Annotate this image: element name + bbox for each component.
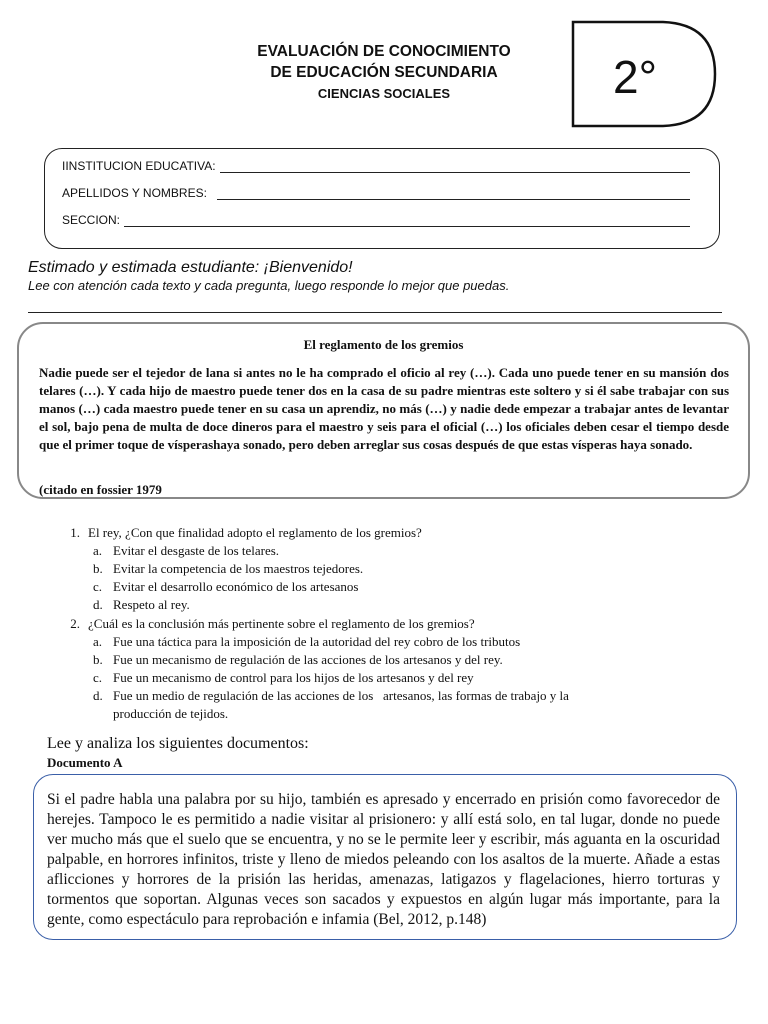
q1-option-d[interactable] — [93, 597, 190, 613]
option-letter: b. — [93, 561, 103, 576]
reading-citation: (citado en fossier 1979 — [39, 482, 162, 497]
q1-option-c[interactable] — [93, 579, 358, 595]
question-text: El rey, ¿Con que finalidad adopto el reglamento de los gremios? — [88, 525, 422, 540]
section-field[interactable] — [62, 213, 690, 227]
option-letter: b. — [93, 652, 103, 667]
q2-option-d-continued: producción de tejidos. — [113, 706, 229, 721]
institution-label: IINSTITUCION EDUCATIVA: — [62, 159, 216, 173]
names-label: APELLIDOS Y NOMBRES: — [62, 186, 207, 200]
q2-option-b[interactable] — [93, 652, 503, 668]
institution-blank-line[interactable] — [220, 162, 690, 173]
option-text: Evitar el desarrollo económico de los artesanos — [113, 579, 359, 594]
option-letter: a. — [93, 543, 103, 558]
section-label: SECCION: — [62, 213, 121, 227]
greeting-instruction: Lee con atención cada texto y cada pregunta, luego responde lo mejor que puedas. — [28, 278, 510, 293]
question-1 — [62, 525, 422, 541]
document-a-label: Documento A — [47, 755, 123, 770]
option-text: Respeto al rey. — [113, 597, 190, 612]
option-text: Fue un mecanismo de regulación de las acciones de los artesanos y del rey. — [113, 652, 503, 667]
section-blank-line[interactable] — [124, 216, 690, 227]
names-field[interactable] — [62, 186, 690, 200]
exam-title-line1: EVALUACIÓN DE CONOCIMIENTO — [257, 43, 511, 60]
q1-option-b[interactable] — [93, 561, 363, 577]
option-letter: d. — [93, 688, 103, 703]
option-letter: c. — [93, 579, 103, 594]
institution-field[interactable] — [62, 159, 690, 173]
subject-title: CIENCIAS SOCIALES — [317, 86, 451, 101]
option-text: Evitar la competencia de los maestros tejedores. — [113, 561, 364, 576]
option-letter: c. — [93, 670, 103, 685]
grade-label: 2° — [613, 51, 657, 103]
question-2 — [62, 616, 475, 632]
greeting-title: Estimado y estimada estudiante: ¡Bienvenido! — [28, 259, 353, 276]
reading-body: Nadie puede ser el tejedor de lana si antes no le ha comprado el oficio al rey (…). Cada uno puede tener en su mansión dos telares (…). Y cada hijo de maestro puede tener dos en la casa de su padre mientras este soltero y si él sabe trabajar con sus manos (…) cada maestro puede tener en su casa un aprendiz, no más (…) y nadie dede empezar a trabajar antes de levantar el sol, bajo pena de multa de doce dineros para el maestro y seis para el oficial (…) los oficiales deben cesar el tiempo desde que el primer toque de vísperashaya sonado, pero deben arreglar sus cosas después de que estas vísperas haya sonado. — [39, 365, 729, 452]
option-text: Fue un medio de regulación de las acciones de los artesanos, las formas de trabajo y la — [113, 688, 569, 703]
names-blank-line[interactable] — [217, 189, 690, 200]
option-letter: a. — [93, 634, 103, 649]
document-a-text: Si el padre habla una palabra por su hijo, también es apresado y encerrado en prisión como favorecedor de herejes. Tampoco le es permitido a nadie visitar al prisionero: y allí está solo, en tal lugar, donde no puede ver mucho más que el suelo que se encuentra, y no se le permite leer y escribir, más aguanta en la oscuridad palpable, en horrores infinitos, triste y lleno de miedos peleando con los asaltos de la muerte. Añade a estas aflicciones y horrores de la prisión las heridas, amenazas, latigazos y flagelaciones, hierro torturas y tormentos que soportan. Algunas veces son sacados y expuestos en algún lugar más importante, para la gente, como espectáculo para reprobación e infamia (Bel, 2012, p.148) — [47, 791, 720, 928]
option-letter: d. — [93, 597, 103, 612]
exam-title-line2: DE EDUCACIÓN SECUNDARIA — [270, 64, 498, 81]
question-text: ¿Cuál es la conclusión más pertinente sobre el reglamento de los gremios? — [88, 616, 475, 631]
option-text: Fue un mecanismo de control para los hijos de los artesanos y del rey — [113, 670, 474, 685]
question-number: 1. — [70, 525, 80, 540]
q2-option-d[interactable] — [93, 688, 569, 704]
reading-title: El reglamento de los gremios — [303, 337, 464, 352]
option-text: Evitar el desgaste de los telares. — [113, 543, 280, 558]
q2-option-a[interactable] — [93, 634, 520, 650]
divider-line — [28, 312, 722, 313]
option-text: Fue una táctica para la imposición de la autoridad del rey cobro de los tributos — [113, 634, 521, 649]
q1-option-a[interactable] — [93, 543, 279, 559]
q2-option-c[interactable] — [93, 670, 474, 686]
documents-intro: Lee y analiza los siguientes documentos: — [47, 735, 309, 752]
question-number: 2. — [70, 616, 80, 631]
reading-box — [17, 322, 750, 499]
